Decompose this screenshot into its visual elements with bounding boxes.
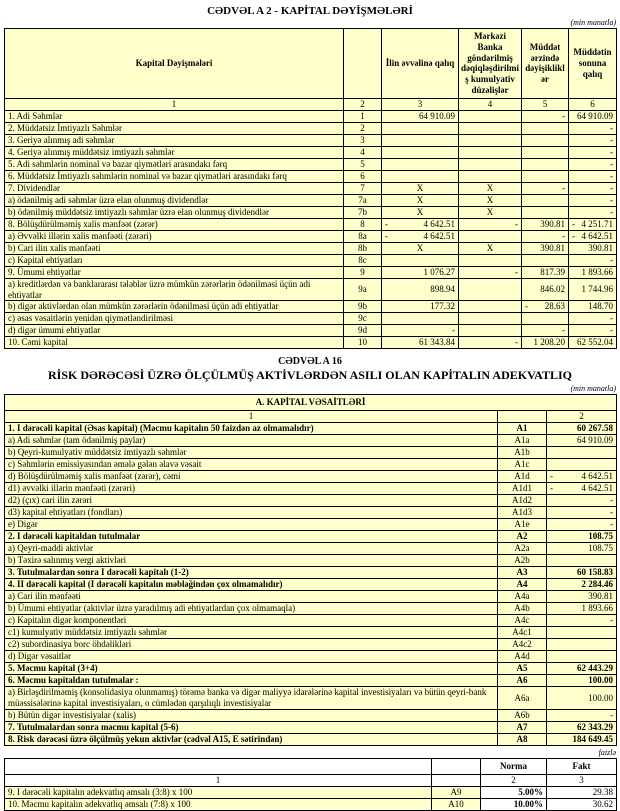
row-label: c) Kapital ehtiyatları: [5, 254, 344, 266]
value-cell: -: [569, 158, 617, 170]
value-cell: 100.00: [547, 675, 617, 687]
table-a2-row: [5, 122, 617, 134]
row-label: e) Digər: [5, 519, 498, 531]
row-code: A9: [432, 786, 481, 798]
row-label: 7. Dividendlər: [5, 182, 344, 194]
value-cell: [459, 230, 522, 242]
value-cell: [522, 122, 569, 134]
row-code: 7b: [344, 206, 382, 218]
header-code-column: [344, 29, 382, 99]
ratio-header-norma: Norma: [481, 758, 547, 774]
value-cell: -: [522, 110, 569, 122]
value-cell: -: [547, 507, 617, 519]
table-a2-row: [5, 110, 617, 122]
value-cell: [459, 134, 522, 146]
value-cell: -: [569, 146, 617, 158]
table-a16-row: [5, 483, 617, 495]
value-cell: -: [522, 230, 569, 242]
table-a16-row: [5, 733, 617, 745]
row-label: a) Cari ilin mənfəəti: [5, 591, 498, 603]
table-a16-body: [5, 423, 617, 746]
table-a2-number-row: [5, 98, 617, 110]
ratio-row-total: [5, 798, 617, 810]
table-a2-row: [5, 134, 617, 146]
value-cell: [459, 146, 522, 158]
column-number: 2: [547, 411, 617, 423]
value-cell: 64 910.09: [547, 435, 617, 447]
table-a2-header-row: [5, 29, 617, 99]
column-number: 1: [5, 411, 498, 423]
row-label: 10. Məcmu kapitalın adekvatlıq əmsalı (7:8) x 100: [5, 798, 432, 810]
table-a16-row: [5, 663, 617, 675]
row-label: 3. Tutulmalardan sonra I dərəcəli kapitalı (1-2): [5, 567, 498, 579]
value-cell: -: [569, 182, 617, 194]
row-code: 7: [344, 182, 382, 194]
value-cell: 108.75: [547, 543, 617, 555]
table-a2-row: [5, 337, 617, 349]
value-cell: [522, 194, 569, 206]
value-cell: 60 158.83: [547, 567, 617, 579]
column-number: 5: [522, 98, 569, 110]
row-label: 2. I dərəcəli kapitaldan tutulmalar: [5, 531, 498, 543]
value-cell: 846.02: [522, 278, 569, 301]
value-cell: [522, 170, 569, 182]
row-label: b) digər aktivlərdən olan mümkün zərərlərin ödənilməsi üçün adi ehtiyatlar: [5, 301, 344, 313]
row-code: 8: [344, 218, 382, 230]
fakt-value: 29.38: [547, 786, 617, 798]
value-cell: -: [459, 337, 522, 349]
value-cell: -: [522, 325, 569, 337]
table-a2-row: [5, 266, 617, 278]
value-cell: [547, 627, 617, 639]
table-a16-row: [5, 639, 617, 651]
header-ilin-evveline-qaliq: İlin əvvəlinə qalıq: [382, 29, 459, 99]
row-code: A10: [432, 798, 481, 810]
value-cell: 390.81: [522, 242, 569, 254]
row-label: b) Bütün digər investisiyalar (xalis): [5, 709, 498, 721]
value-cell: [522, 158, 569, 170]
column-number: [498, 411, 547, 423]
value-cell: [459, 313, 522, 325]
row-label: 3. Geriyə alınmış adi səhmlər: [5, 134, 344, 146]
table-a2: [4, 28, 617, 349]
column-number: 3: [382, 98, 459, 110]
row-code: 9b: [344, 301, 382, 313]
row-code: A4a: [498, 591, 547, 603]
row-label: c2) subordinasiya borc öhdəlikləri: [5, 639, 498, 651]
table-a16-row: [5, 627, 617, 639]
row-label: 10. Cəmi kapital: [5, 337, 344, 349]
table-a16-row: [5, 603, 617, 615]
header-merkezi-banka: Mərkəzi Banka göndərilmiş dəqiqləşdirilmiş kumulyativ düzəlişlər: [459, 29, 522, 99]
table-a2-body: [5, 110, 617, 349]
table-a2-row: [5, 182, 617, 194]
row-code: A4c: [498, 615, 547, 627]
table-a16-unit-note: (min manatla): [570, 384, 616, 394]
value-cell: [522, 146, 569, 158]
table-a2-row: [5, 230, 617, 242]
value-cell: 62 552.04: [569, 337, 617, 349]
row-code: A3: [498, 567, 547, 579]
column-number: [432, 774, 481, 786]
ratio-body: [5, 786, 617, 810]
value-cell: [547, 555, 617, 567]
row-label: a) ödənilmiş adi səhmlər üzrə elan olunmuş dividendlər: [5, 194, 344, 206]
table-a16-row: [5, 459, 617, 471]
value-cell: -: [547, 709, 617, 721]
value-cell: [547, 651, 617, 663]
table-a16-row: [5, 721, 617, 733]
row-label: 4. Geriyə alınmış müddətsiz imtiyazlı səhmlər: [5, 146, 344, 158]
norma-value: 5.00%: [481, 786, 547, 798]
row-label: b) ödənilmiş müddətsiz imtiyazlı səhmlər üzrə elan olunmuş dividendlər: [5, 206, 344, 218]
percent-note: faizlə: [598, 747, 616, 757]
row-code: A4c2: [498, 639, 547, 651]
row-label: d) digər ümumi ehtiyatlar: [5, 325, 344, 337]
value-cell: -: [569, 313, 617, 325]
table-a2-row: [5, 325, 617, 337]
value-cell: [522, 134, 569, 146]
row-label: 6. Müddətsiz İmtiyazlı səhmlərin nominal və bazar qiymətləri arasındakı fərq: [5, 170, 344, 182]
value-cell: [382, 170, 459, 182]
value-cell: 390.81: [569, 242, 617, 254]
value-cell: X: [459, 194, 522, 206]
row-code: A2a: [498, 543, 547, 555]
table-a16-row: [5, 651, 617, 663]
value-cell: 62 443.29: [547, 663, 617, 675]
row-label: d) Bölüşdürülməmiş xalis mənfəət (zərər), cəmi: [5, 471, 498, 483]
norma-value: 10.00%: [481, 798, 547, 810]
row-label: 8. Bölüşdürülməmiş xalis mənfəət (zərər): [5, 218, 344, 230]
table-a2-row: [5, 146, 617, 158]
value-cell: -: [547, 519, 617, 531]
value-cell: - 28.63: [522, 301, 569, 313]
table-a16-row: [5, 543, 617, 555]
table-a16-row: [5, 555, 617, 567]
column-number: 2: [481, 774, 547, 786]
table-a2-row: [5, 278, 617, 301]
value-cell: - 4 642.51: [547, 483, 617, 495]
value-cell: [459, 254, 522, 266]
value-cell: -: [569, 122, 617, 134]
row-code: A1d2: [498, 495, 547, 507]
row-code: A1: [498, 423, 547, 435]
row-code: A4b: [498, 603, 547, 615]
row-label: c1) kumulyativ müddətsiz imtiyazlı səhmlər: [5, 627, 498, 639]
row-label: b) Ümumi ehtiyatlar (aktivlər üzrə yaradılmış adi ehtiyatlardan çox olmamaqla): [5, 603, 498, 615]
value-cell: 64 910.09: [382, 110, 459, 122]
value-cell: -: [569, 194, 617, 206]
header-muddet-erzinde: Müddət ərzində dəyişikliklər: [522, 29, 569, 99]
table-a16-row: [5, 531, 617, 543]
ratio-row-tier1: [5, 786, 617, 798]
table-a2-row: [5, 301, 617, 313]
table-a16-row: [5, 687, 617, 710]
value-cell: [522, 313, 569, 325]
row-code: A8: [498, 733, 547, 745]
row-label: a) kreditlərdən və banklararası tələblər üzrə mümkün zərərlərin ödənilməsi üçün adi ehtiyatlar: [5, 278, 344, 301]
value-cell: 1 208.20: [522, 337, 569, 349]
column-number: 4: [459, 98, 522, 110]
row-label: 9. I dərəcəli kapitalın adekvatlıq əmsalı (3:8) x 100: [5, 786, 432, 798]
value-cell: [459, 158, 522, 170]
value-cell: 1 744.96: [569, 278, 617, 301]
row-code: A1d1: [498, 483, 547, 495]
table-a16-row: [5, 447, 617, 459]
row-label: b) Cari ilin xalis mənfəəti: [5, 242, 344, 254]
ratio-header-row: [5, 758, 617, 774]
value-cell: [459, 122, 522, 134]
table-a16-row: [5, 495, 617, 507]
table-a2-row: [5, 170, 617, 182]
row-code: A1e: [498, 519, 547, 531]
row-code: A4c1: [498, 627, 547, 639]
row-label: 5. Adi səhmlərin nominal və bazar qiymətləri arasındakı fərq: [5, 158, 344, 170]
table-a16: [4, 394, 617, 745]
section-header-kapital-vesaitleri: A. KAPİTAL VƏSAİTLƏRİ: [5, 395, 617, 411]
row-code: A1d: [498, 471, 547, 483]
column-number: 2: [344, 98, 382, 110]
row-code: 10: [344, 337, 382, 349]
row-code: 6: [344, 170, 382, 182]
row-code: 7a: [344, 194, 382, 206]
row-label: d2) (çıx) cari ilin zərəri: [5, 495, 498, 507]
value-cell: -: [569, 134, 617, 146]
value-cell: [459, 301, 522, 313]
value-cell: -: [569, 170, 617, 182]
table-a16-row: [5, 507, 617, 519]
value-cell: [459, 278, 522, 301]
row-code: 8b: [344, 242, 382, 254]
row-label: 7. Tutulmalardan sonra məcmu kapital (5-6): [5, 721, 498, 733]
value-cell: X: [459, 182, 522, 194]
row-label: c) Kapitalın digər komponentləri: [5, 615, 498, 627]
value-cell: -: [569, 325, 617, 337]
value-cell: -: [522, 182, 569, 194]
header-muddetin-sonuna: Müddətin sonuna qalıq: [569, 29, 617, 99]
value-cell: [522, 206, 569, 218]
column-number: 3: [547, 774, 617, 786]
value-cell: [382, 134, 459, 146]
value-cell: 1 076.27: [382, 266, 459, 278]
table-a16-row: [5, 567, 617, 579]
table-a2-row: [5, 254, 617, 266]
row-label: b) Qeyri-kumulyativ müddətsiz imtiyazlı səhmlər: [5, 447, 498, 459]
row-label: 6. Məcmu kapitaldan tutulmalar :: [5, 675, 498, 687]
table-a16-row: [5, 435, 617, 447]
value-cell: [547, 639, 617, 651]
row-label: d) Digər vəsaitlər: [5, 651, 498, 663]
row-label: 5. Məcmu kapital (3+4): [5, 663, 498, 675]
row-code: A1c: [498, 459, 547, 471]
value-cell: X: [459, 242, 522, 254]
value-cell: [382, 313, 459, 325]
value-cell: -: [547, 495, 617, 507]
row-label: a) Birləşdirilməmiş (konsolidasiya olunmamış) törəmə banka və digər maliyyə idarələrinə kapital investisiyaları və bütün qeyri-bank müəssisələrinə kapital investisiyaları, o cümlədən qarşılıqlı investisiyalar: [5, 687, 498, 710]
report-page: [4, 0, 616, 811]
value-cell: 100.00: [547, 687, 617, 710]
value-cell: -: [569, 206, 617, 218]
value-cell: [459, 325, 522, 337]
value-cell: -: [459, 218, 522, 230]
column-number: 6: [569, 98, 617, 110]
header-kapital-deyishmeleri: Kapital Dəyişmələri: [5, 29, 344, 99]
table-a16-row: [5, 675, 617, 687]
value-cell: 1 893.66: [569, 266, 617, 278]
value-cell: [382, 122, 459, 134]
value-cell: 1 893.66: [547, 603, 617, 615]
value-cell: - 4 642.51: [382, 218, 459, 230]
table-a2-row: [5, 206, 617, 218]
table-a16-row: [5, 615, 617, 627]
table-a2-row: [5, 313, 617, 325]
row-code: A1a: [498, 435, 547, 447]
row-label: a) Adi səhmlər (tam ödənilmiş paylar): [5, 435, 498, 447]
table-a16-title-2: RİSK DƏRƏCƏSİ ÜZRƏ ÖLÇÜLMÜŞ AKTİVLƏRDƏN ASILI OLAN KAPİTALIN ADEKVATLIQ: [48, 368, 572, 383]
value-cell: 64 910.09: [569, 110, 617, 122]
table-a2-title: CƏDVƏL A 2 - KAPİTAL DƏYİŞMƏLƏRİ: [207, 5, 413, 17]
value-cell: 898.94: [382, 278, 459, 301]
ratio-header-fakt: Fakt: [547, 758, 617, 774]
row-label: d3) kapital ehtiyatları (fondları): [5, 507, 498, 519]
table-a16-row: [5, 591, 617, 603]
table-a16-row: [5, 423, 617, 435]
row-code: 4: [344, 146, 382, 158]
row-code: 2: [344, 122, 382, 134]
row-label: a) Əvvəlki illərin xalis mənfəəti (zərəri): [5, 230, 344, 242]
value-cell: X: [382, 194, 459, 206]
table-a2-row: [5, 194, 617, 206]
row-code: 1: [344, 110, 382, 122]
row-label: 1. I dərəcəli kapital (Əsas kapital) (Məcmu kapitalın 50 faizdən az olmamalıdır): [5, 423, 498, 435]
row-code: 5: [344, 158, 382, 170]
column-number: 1: [5, 774, 432, 786]
value-cell: -: [382, 325, 459, 337]
table-adequacy-ratios: [4, 758, 617, 811]
row-code: 3: [344, 134, 382, 146]
row-code: A6: [498, 675, 547, 687]
ratio-header-empty-1: [5, 758, 432, 774]
ratio-number-row: [5, 774, 617, 786]
row-code: A2b: [498, 555, 547, 567]
row-code: A4d: [498, 651, 547, 663]
value-cell: [382, 158, 459, 170]
row-label: c) əsas vəsaitlərin yenidən qiymətləndirilməsi: [5, 313, 344, 325]
value-cell: 60 267.58: [547, 423, 617, 435]
value-cell: [382, 146, 459, 158]
value-cell: X: [382, 242, 459, 254]
row-label: a) Qeyri-maddi aktivlər: [5, 543, 498, 555]
row-label: 4. II dərəcəli kapital (I dərəcəli kapitalın məbləğindən çox olmamalıdır): [5, 579, 498, 591]
ratio-header-empty-2: [432, 758, 481, 774]
value-cell: 390.81: [547, 591, 617, 603]
row-code: 9d: [344, 325, 382, 337]
table-a16-title-1: CƏDVƏL A 16: [278, 356, 342, 368]
value-cell: 177.32: [382, 301, 459, 313]
table-a16-row: [5, 579, 617, 591]
row-code: A4: [498, 579, 547, 591]
value-cell: 184 649.45: [547, 733, 617, 745]
value-cell: [382, 254, 459, 266]
table-a2-unit-note: (min manatla): [570, 18, 616, 27]
value-cell: - 4 642.51: [547, 471, 617, 483]
table-a16-row: [5, 519, 617, 531]
row-code: 9c: [344, 313, 382, 325]
row-code: A7: [498, 721, 547, 733]
column-number: 1: [5, 98, 344, 110]
table-a16-section-row: [5, 395, 617, 411]
value-cell: -: [569, 254, 617, 266]
value-cell: [522, 254, 569, 266]
table-a16-row: [5, 709, 617, 721]
value-cell: 108.75: [547, 531, 617, 543]
value-cell: [547, 447, 617, 459]
row-label: b) Təxirə salınmış vergi aktivləri: [5, 555, 498, 567]
fakt-value: 30.62: [547, 798, 617, 810]
table-a16-number-row: [5, 411, 617, 423]
row-code: 8c: [344, 254, 382, 266]
value-cell: [459, 110, 522, 122]
value-cell: 62 343.29: [547, 721, 617, 733]
table-a16-row: [5, 471, 617, 483]
row-label: 2. Müddətsiz İmtiyazlı Səhmlər: [5, 122, 344, 134]
row-code: A1b: [498, 447, 547, 459]
value-cell: [547, 459, 617, 471]
row-label: 8. Risk dərəcəsi üzrə ölçülmüş yekun aktivlər (cədvəl A15, E sətirindən): [5, 733, 498, 745]
value-cell: 61 343.84: [382, 337, 459, 349]
table-a2-row: [5, 158, 617, 170]
row-label: c) Səhmlərin emissiyasından əmələ gələn əlavə vəsait: [5, 459, 498, 471]
value-cell: X: [382, 206, 459, 218]
row-label: d1) əvvəlki illərin mənfəəti (zərəri): [5, 483, 498, 495]
row-label: 1. Adi Səhmlər: [5, 110, 344, 122]
value-cell: X: [459, 206, 522, 218]
row-code: A6a: [498, 687, 547, 710]
row-code: 9: [344, 266, 382, 278]
value-cell: - 4 642.51: [382, 230, 459, 242]
value-cell: - 4 642.51: [569, 230, 617, 242]
row-code: A5: [498, 663, 547, 675]
row-code: A6b: [498, 709, 547, 721]
row-code: 8a: [344, 230, 382, 242]
value-cell: 2 284.46: [547, 579, 617, 591]
value-cell: -: [459, 266, 522, 278]
value-cell: 817.39: [522, 266, 569, 278]
row-label: 9. Ümumi ehtiyatlar: [5, 266, 344, 278]
table-a2-row: [5, 218, 617, 230]
value-cell: X: [382, 182, 459, 194]
table-a2-row: [5, 242, 617, 254]
value-cell: 390.81: [522, 218, 569, 230]
value-cell: - 4 251.71: [569, 218, 617, 230]
row-code: A1d3: [498, 507, 547, 519]
value-cell: 148.70: [569, 301, 617, 313]
row-code: 9a: [344, 278, 382, 301]
value-cell: [459, 170, 522, 182]
value-cell: -: [547, 615, 617, 627]
row-code: A2: [498, 531, 547, 543]
